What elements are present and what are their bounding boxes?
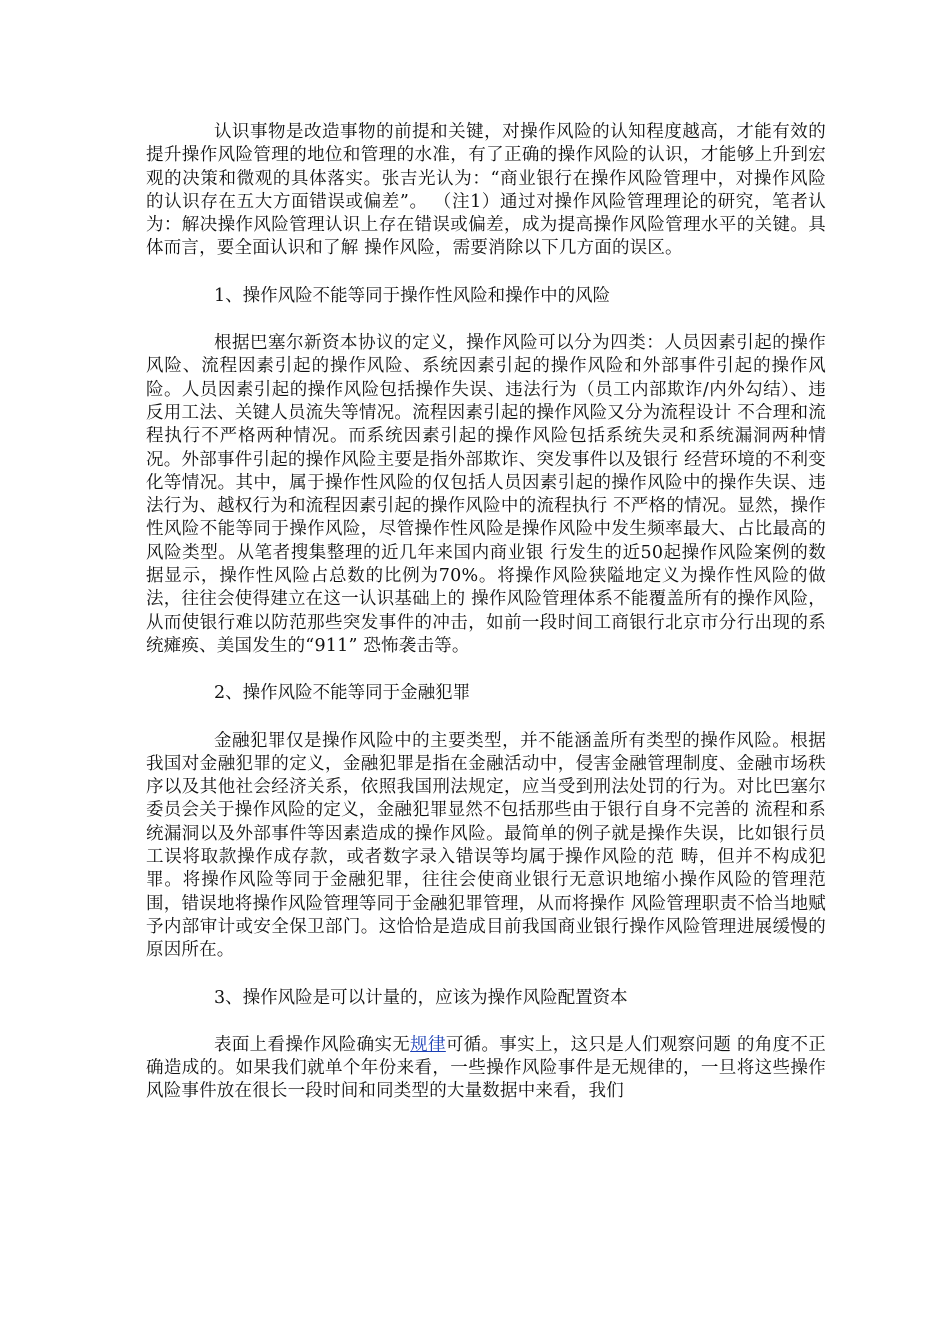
spacer [146, 963, 826, 987]
regularity-link[interactable]: 规律 [410, 1034, 446, 1055]
section-heading-1: 1、操作风险不能等同于操作性风险和操作中的风险 [214, 285, 611, 306]
document-body [146, 121, 826, 1104]
spacer [146, 308, 826, 332]
section-heading-2: 2、操作风险不能等同于金融犯罪 [214, 683, 471, 704]
intro-paragraph: 认识事物是改造事物的前提和关键，对操作风险的认知程度越高，才能有效的提升操作风险管理的地位和管理的水准，有了正确的操作风险的认识，才能够上升到宏 观的决策和微观的具体落实。张吉光认为：“商业银行在操作风险管理中，对操作风险的认识存在五大方面错误或偏差”。 （注1）通过对操作风险管理理论的研究，笔者认为：解决操作风险管理认识上存在错误或偏差，成为提高操作风险管理水平的关键。具体而言，要全面认识和了解 操作风险，需要消除以下几方面的误区。 [146, 122, 826, 259]
paragraph-text-before-link: 表面上看操作风险确实无 [214, 1034, 411, 1055]
spacer [146, 261, 826, 285]
spacer [146, 658, 826, 682]
paragraph-text-after-link: 可循。事实上，这只是人们观察问题 的角度不正确造成的。如果我们就单个年份来看，一些操作风险事件是无规律的，一旦将这些操作风险事件放在很长一段时间和同类型的大量数据中来看，我们 [146, 1034, 827, 1102]
section-paragraph-1: 根据巴塞尔新资本协议的定义，操作风险可以分为四类：人员因素引起的操作风险、流程因素引起的操作风险、系统因素引起的操作风险和外部事件引起的操作风 险。人员因素引起的操作风险包括操作失误、违法行为（员工内部欺诈/内外勾结）、违反用工法、关键人员流失等情况。流程因素引起的操作风险又分为流程设计 不合理和流程执行不严格两种情况。而系统因素引起的操作风险包括系统失灵和系统漏洞两种情况。外部事件引起的操作风险主要是指外部欺诈、突发事件以及银行 经营环境的不利变化等情况。其中，属于操作性风险的仅包括人员因素引起的操作风险中的操作失误、违法行为、越权行为和流程因素引起的操作风险中的流程执行 不严格的情况。显然，操作性风险不能等同于操作风险，尽管操作性风险是操作风险中发生频率最大、占比最高的风险类型。从笔者搜集整理的近几年来国内商业银 行发生的近50起操作风险案例的数据显示，操作性风险占总数的比例为70%。将操作风险狭隘地定义为操作性风险的做法，往往会使得建立在这一认识基础上的 操作风险管理体系不能覆盖所有的操作风险，从而使银行难以防范那些突发事件的冲击，如前一段时间工商银行北京市分行出现的系统瘫痪、美国发生的“911” 恐怖袭击等。 [146, 333, 826, 656]
section-paragraph-3 [146, 1034, 826, 1104]
spacer [146, 706, 826, 730]
section-heading-3: 3、操作风险是可以计量的，应该为操作风险配置资本 [214, 987, 628, 1008]
section-paragraph-2: 金融犯罪仅是操作风险中的主要类型，并不能涵盖所有类型的操作风险。根据我国对金融犯罪的定义，金融犯罪是指在金融活动中，侵害金融管理制度、金融市场秩 序以及其他社会经济关系，依照我国刑法规定，应当受到刑法处罚的行为。对比巴塞尔委员会关于操作风险的定义，金融犯罪显然不包括那些由于银行自身不完善的 流程和系统漏洞以及外部事件等因素造成的操作风险。最简单的例子就是操作失误，比如银行员工误将取款操作成存款，或者数字录入错误等均属于操作风险的范 畴，但并不构成犯罪。将操作风险等同于金融犯罪，往往会使商业银行无意识地缩小操作风险的管理范围，错误地将操作风险管理等同于金融犯罪管理，从而将操作 风险管理职责不恰当地赋予内部审计或安全保卫部门。这恰恰是造成目前我国商业银行操作风险管理进展缓慢的原因所在。 [146, 730, 826, 961]
spacer [146, 1010, 826, 1034]
